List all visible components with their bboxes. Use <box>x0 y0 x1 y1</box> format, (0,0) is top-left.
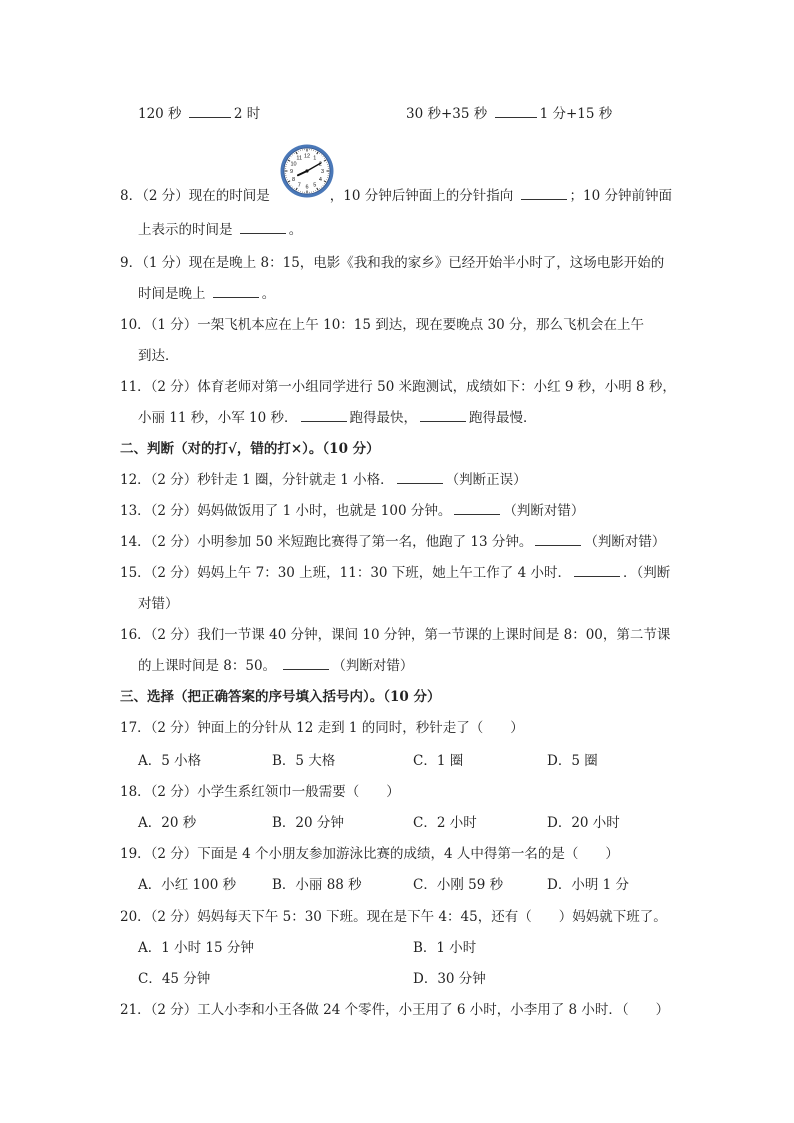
question-11: 11．（2 分）体育老师对第一小组同学进行 50 米跑测试，成绩如下：小红 9 秒，小明 8 秒， <box>120 379 676 395</box>
q15-stem: 15．（2 分）妈妈上午 7：30 上班，11：30 下班，她上午工作了 4 小时． <box>120 565 571 581</box>
q8-end: 。 <box>288 222 303 238</box>
question-9-line2 <box>138 285 275 303</box>
clock-numeral: 1 <box>313 155 317 162</box>
q14-tail: （判断对错） <box>584 534 666 550</box>
q14-stem: 14．（2 分）小明参加 50 米短跑比赛得了第一名，他跑了 13 分钟。 <box>120 534 533 550</box>
compare-row-right <box>406 105 612 123</box>
q9-line2: 时间是晚上 <box>138 286 206 302</box>
clock-numeral: 5 <box>313 182 317 189</box>
clock-numeral: 7 <box>297 182 301 189</box>
clock-numeral: 2 <box>318 161 322 168</box>
q17-option-a[interactable]: A．5 小格 <box>138 753 202 769</box>
q11-end: 跑得最慢． <box>469 410 537 426</box>
answer-blank[interactable] <box>454 502 500 515</box>
answer-blank[interactable] <box>213 285 259 298</box>
clock-numeral: 11 <box>296 155 303 162</box>
q19-option-c[interactable]: C．小刚 59 秒 <box>413 877 504 893</box>
q18-option-a[interactable]: A．20 秒 <box>138 815 197 831</box>
question-11-line2 <box>138 409 537 427</box>
answer-blank[interactable] <box>420 409 466 422</box>
question-8-line2 <box>138 221 302 239</box>
answer-blank[interactable] <box>189 105 231 118</box>
compare-right-text: 30 秒+35 秒 <box>406 106 488 122</box>
question-12 <box>120 471 527 489</box>
question-19: 19．（2 分）下面是 4 个小朋友参加游泳比赛的成绩，4 人中得第一名的是（ ） <box>120 846 619 862</box>
answer-blank[interactable] <box>535 533 581 546</box>
question-15-line2: 对错） <box>138 596 179 612</box>
question-20: 20．（2 分）妈妈每天下午 5：30 下班。现在是下午 4：45，还有（ ）妈妈就下班了。 <box>120 909 667 925</box>
answer-blank[interactable] <box>495 105 537 118</box>
q18-option-d[interactable]: D．20 小时 <box>547 815 620 831</box>
q19-option-a[interactable]: A．小红 100 秒 <box>138 877 237 893</box>
answer-blank[interactable] <box>240 221 286 234</box>
q18-option-c[interactable]: C．2 小时 <box>413 815 477 831</box>
question-21: 21．（2 分）工人小李和小王各做 24 个零件，小王用了 6 小时，小李用了 8 小时．（ ） <box>120 1002 670 1018</box>
q20-option-b[interactable]: B．1 小时 <box>413 940 477 956</box>
q17-option-d[interactable]: D．5 圈 <box>547 753 598 769</box>
clock-numeral: 10 <box>290 161 297 168</box>
clock-numeral: 6 <box>305 184 309 191</box>
q18-option-b[interactable]: B．20 分钟 <box>272 815 344 831</box>
q17-option-b[interactable]: B．5 大格 <box>272 753 336 769</box>
q13-tail: （判断对错） <box>503 503 585 519</box>
question-8 <box>120 184 672 205</box>
q8-mid: ，10 分钟后钟面上的分针指向 <box>329 188 514 204</box>
question-14 <box>120 533 665 551</box>
q16-tail: （判断对错） <box>332 658 414 674</box>
q17-option-c[interactable]: C．1 圈 <box>413 753 464 769</box>
q20-option-a[interactable]: A．1 小时 15 分钟 <box>138 940 254 956</box>
clock-numeral: 12 <box>303 153 311 160</box>
q8-stem: 8．（2 分）现在的时间是 <box>120 188 270 204</box>
q8-post: ；10 分钟前钟面 <box>569 188 672 204</box>
question-15 <box>120 564 670 582</box>
clock-center <box>305 169 308 172</box>
q20-option-c[interactable]: C．45 分钟 <box>138 971 211 987</box>
compare-left-text: 120 秒 <box>138 106 182 122</box>
compare-right-rest: 1 分+15 秒 <box>539 106 613 122</box>
clock-numeral: 3 <box>320 169 325 175</box>
q13-stem: 13．（2 分）妈妈做饭用了 1 小时，也就是 100 分钟。 <box>120 503 452 519</box>
question-16: 16．（2 分）我们一节课 40 分钟，课间 10 分钟，第一节课的上课时间是 8：00，第二节课 <box>120 627 671 643</box>
q12-stem: 12．（2 分）秒针走 1 圈，分针就走 1 小格． <box>120 472 394 488</box>
q12-tail: （判断正误） <box>445 472 527 488</box>
section-3-heading: 三、选择（把正确答案的序号填入括号内）。（10 分） <box>120 689 441 705</box>
q8-line2: 上表示的时间是 <box>138 222 233 238</box>
clock-numeral: 9 <box>289 169 294 175</box>
q15-tail: ．（判断 <box>622 565 671 581</box>
compare-row-left <box>138 105 260 123</box>
clock-numeral: 4 <box>318 176 322 183</box>
answer-blank[interactable] <box>397 471 443 484</box>
question-16-line2 <box>138 657 413 675</box>
question-10: 10．（1 分）一架飞机本应在上午 10：15 到达，现在要晚点 30 分，那么飞机会在上午 <box>120 317 645 333</box>
answer-blank[interactable] <box>283 657 329 670</box>
q11-line2: 小丽 11 秒，小军 10 秒． <box>138 410 298 426</box>
compare-left-rest: 2 时 <box>233 106 261 122</box>
section-2-heading: 二、判断（对的打√，错的打×）。（10 分） <box>120 441 380 457</box>
question-17: 17．（2 分）钟面上的分针从 12 走到 1 的同时，秒针走了（ ） <box>120 720 524 736</box>
question-10-line2: 到达． <box>138 348 179 364</box>
answer-blank[interactable] <box>521 187 567 200</box>
answer-blank[interactable] <box>301 409 347 422</box>
question-9: 9．（1 分）现在是晚上 8：15，电影《我和我的家乡》已经开始半小时了，这场电影开始的 <box>120 255 665 271</box>
q20-option-d[interactable]: D．30 分钟 <box>413 971 486 987</box>
q9-end: 。 <box>261 286 276 302</box>
question-18: 18．（2 分）小学生系红领巾一般需要（ ） <box>120 784 400 800</box>
question-13 <box>120 502 584 520</box>
q19-option-b[interactable]: B．小丽 88 秒 <box>272 877 362 893</box>
q19-option-d[interactable]: D．小明 1 分 <box>547 877 629 893</box>
q11-mid: 跑得最快， <box>349 410 418 426</box>
q16-line2: 的上课时间是 8：50。 <box>138 658 277 674</box>
answer-blank[interactable] <box>574 564 620 577</box>
clock-numeral: 8 <box>292 176 296 183</box>
